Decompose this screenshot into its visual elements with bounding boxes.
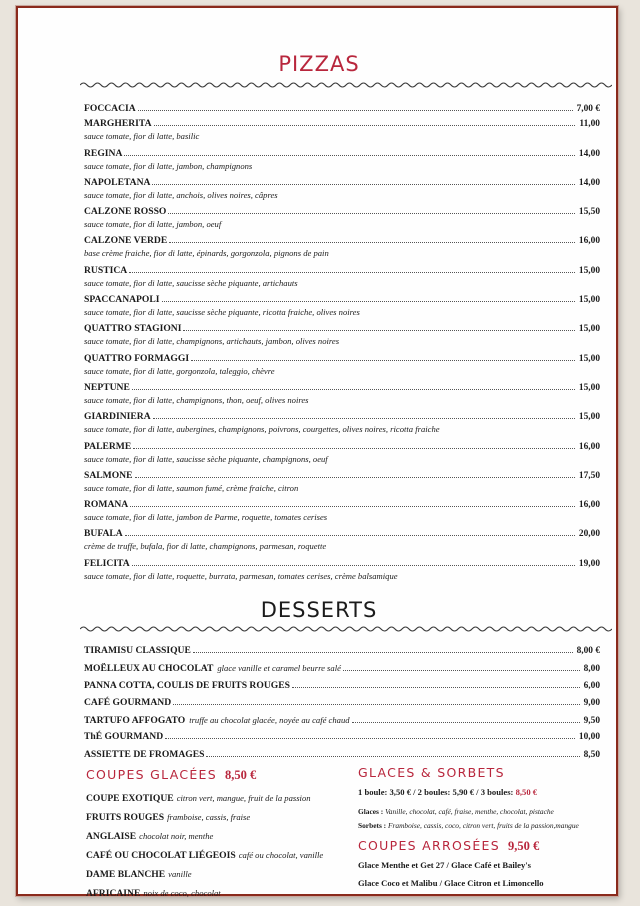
coupes-glacees-label: COUPES GLACÉES <box>86 767 217 782</box>
list-item <box>86 846 356 865</box>
leader-dots <box>153 418 575 419</box>
item-desc: glace vanille et caramel beurre salé <box>217 663 341 674</box>
item-desc: sauce tomate, fior di latte, saucisse sèche piquante, ricotta fraiche, olives noires <box>84 307 360 318</box>
pizza-list <box>84 103 600 587</box>
dessert-list <box>84 645 600 766</box>
item-desc: truffe au chocolat glacée, noyée au café chaud <box>189 715 350 726</box>
list-item <box>86 808 356 827</box>
item-name: ASSIETTE DE FROMAGES <box>84 748 205 760</box>
item-desc: noix de coco, chocolat <box>143 888 221 898</box>
item-name: ANGLAISE <box>86 831 137 842</box>
list-item <box>84 680 600 697</box>
item-desc: sauce tomate, fior di latte, basilic <box>84 131 200 142</box>
leader-dots <box>191 360 575 361</box>
item-price: 17,50 <box>578 470 600 481</box>
sorbets-flavours <box>358 821 579 830</box>
item-desc: chocolat noir, menthe <box>139 831 214 841</box>
item-desc: crème de truffe, bufala, fior di latte, champignons, parmesan, roquette <box>84 541 327 552</box>
item-name: PALERME <box>84 440 132 452</box>
item-desc: vanille <box>168 869 192 879</box>
item-price: 9,50 <box>583 716 600 727</box>
item-desc: sauce tomate, fior di latte, saumon fumé, crème fraiche, citron <box>84 482 299 493</box>
item-name: PANNA COTTA, COULIS DE FRUITS ROUGES <box>84 679 290 691</box>
list-item <box>84 294 600 323</box>
list-item <box>86 789 356 808</box>
wave-divider <box>80 624 612 634</box>
coupes-arrosees-price: 9,50 € <box>508 839 540 853</box>
item-price: 15,00 <box>578 265 600 276</box>
item-desc: sauce tomate, fior di latte, gorgonzola, taleggio, chèvre <box>84 365 275 376</box>
item-desc: sauce tomate, fior di latte, anchois, olives noires, câpres <box>84 189 278 200</box>
leader-dots <box>130 506 575 507</box>
arrosees-line: Glace Coco et Malibu / Glace Citron et Limoncello <box>358 878 544 888</box>
item-desc: citron vert, mangue, fruit de la passion <box>176 793 311 803</box>
item-name: COUPE EXOTIQUE <box>86 793 174 804</box>
menu-page <box>16 6 618 899</box>
item-price: 20,00 <box>578 529 600 540</box>
glaces-prices <box>358 787 537 797</box>
item-price: 15,50 <box>578 207 600 218</box>
item-price: 6,00 <box>583 680 600 691</box>
leader-dots <box>125 535 575 536</box>
item-price: 14,00 <box>578 177 600 188</box>
item-desc: sauce tomate, fior di latte, jambon, oeuf <box>84 219 222 230</box>
list-item <box>84 697 600 714</box>
list-item <box>84 118 600 147</box>
item-name: FELICITA <box>84 557 130 569</box>
list-item <box>86 827 356 846</box>
item-desc: sauce tomate, fior di latte, jambon de Parme, roquette, tomates cerises <box>84 512 328 523</box>
item-name: CAFÉ GOURMAND <box>84 696 172 708</box>
leader-dots <box>193 652 573 653</box>
list-item <box>84 265 600 294</box>
leader-dots <box>292 687 580 688</box>
item-name: TARTUFO AFFOGATO <box>84 715 186 727</box>
leader-dots <box>135 477 575 478</box>
leader-dots <box>343 670 580 671</box>
item-price: 19,00 <box>578 558 600 569</box>
leader-dots <box>132 389 575 390</box>
list-item <box>84 411 600 440</box>
item-desc: framboise, cassis, fraise <box>167 812 251 822</box>
item-desc: base crème fraiche, fior di latte, épinards, gorgonzola, pignons de pain <box>84 248 329 259</box>
arrosees-line: Glace Menthe et Get 27 / Glace Café et Bailey's <box>358 860 532 870</box>
glaces-flavours <box>358 807 554 816</box>
leader-dots <box>352 722 580 723</box>
list-item <box>84 749 600 766</box>
item-price: 8,00 <box>583 664 600 675</box>
glaces-price-3: 8,50 € <box>515 787 538 797</box>
leader-dots <box>173 704 579 705</box>
item-desc: sauce tomate, fior di latte, saucisse sèche piquante, artichauts <box>84 277 298 288</box>
item-name: MARGHERITA <box>84 118 152 130</box>
list-item <box>84 558 600 587</box>
list-item <box>84 645 600 662</box>
glaces-text: Vanille, chocolat, café, fraise, menthe, chocolat, pistache <box>385 807 554 816</box>
glaces-label: Glaces : <box>358 807 384 816</box>
item-price: 16,00 <box>578 500 600 511</box>
list-item <box>84 731 600 748</box>
leader-dots <box>168 213 575 214</box>
sorbets-label: Sorbets : <box>358 821 387 830</box>
leader-dots <box>154 125 576 126</box>
list-item <box>84 235 600 264</box>
item-name: FOCCACIA <box>84 103 136 114</box>
item-desc: sauce tomate, fior di latte, saucisse sèche piquante, champignons, oeuf <box>84 453 328 464</box>
item-name: SPACCANAPOLI <box>84 294 160 306</box>
list-item <box>84 148 600 177</box>
item-name: GIARDINIERA <box>84 411 151 423</box>
list-item <box>84 662 600 679</box>
leader-dots <box>133 448 575 449</box>
item-desc: sauce tomate, fior di latte, roquette, burrata, parmesan, tomates cerises, crème balsamique <box>84 570 398 581</box>
leader-dots <box>124 155 575 156</box>
list-item <box>84 353 600 382</box>
glaces-prices-text: 1 boule: 3,50 € / 2 boules: 5,90 € / 3 boules: <box>358 787 516 797</box>
pizzas-title: PIZZAS <box>278 52 360 76</box>
item-price: 9,00 <box>583 697 600 708</box>
item-price: 10,00 <box>578 732 600 743</box>
item-price: 15,00 <box>578 295 600 306</box>
item-price: 16,00 <box>578 441 600 452</box>
list-item <box>84 382 600 411</box>
item-name: TIRAMISU CLASSIQUE <box>84 645 191 656</box>
list-item <box>86 884 356 903</box>
item-price: 14,00 <box>578 148 600 159</box>
item-desc: sauce tomate, fior di latte, jambon, champignons <box>84 160 253 171</box>
leader-dots <box>132 565 575 566</box>
wave-divider <box>80 80 612 90</box>
item-desc: sauce tomate, fior di latte, aubergines, champignons, poivrons, courgettes, olives noires, ricotta fraiche <box>84 424 440 435</box>
coupes-list <box>86 789 356 903</box>
list-item <box>84 177 600 206</box>
list-item <box>84 441 600 470</box>
item-name: MOËLLEUX AU CHOCOLAT <box>84 663 214 675</box>
item-name: REGINA <box>84 147 123 159</box>
coupes-arrosees-title <box>358 838 539 854</box>
item-price: 15,00 <box>578 412 600 423</box>
item-name: RUSTICA <box>84 264 128 276</box>
item-price: 15,00 <box>578 382 600 393</box>
leader-dots <box>183 330 574 331</box>
list-item <box>86 865 356 884</box>
item-price: 15,00 <box>578 353 600 364</box>
item-name: QUATTRO STAGIONI <box>84 323 182 335</box>
item-desc: sauce tomate, fior di latte, champignons, artichauts, jambon, olives noires <box>84 336 340 347</box>
item-price: 8,00 € <box>576 646 600 656</box>
item-price: 11,00 <box>579 119 600 130</box>
list-item <box>84 714 600 731</box>
item-price: 8,50 <box>583 749 600 760</box>
item-name: DAME BLANCHE <box>86 869 166 880</box>
item-name: ROMANA <box>84 499 129 511</box>
item-desc: café ou chocolat, vanille <box>238 850 324 860</box>
leader-dots <box>169 242 575 243</box>
item-name: ThÉ GOURMAND <box>84 731 164 743</box>
desserts-title: DESSERTS <box>260 598 378 622</box>
list-item <box>84 323 600 352</box>
leader-dots <box>165 738 575 739</box>
leader-dots <box>138 110 573 111</box>
item-price: 15,00 <box>578 324 600 335</box>
item-name: CALZONE ROSSO <box>84 206 167 218</box>
item-price: 16,00 <box>578 236 600 247</box>
list-item <box>84 528 600 557</box>
item-desc: sauce tomate, fior di latte, champignons, thon, oeuf, olives noires <box>84 394 309 405</box>
coupes-arrosees-label: COUPES ARROSÉES <box>358 838 500 853</box>
item-price: 7,00 € <box>576 104 600 114</box>
item-name: QUATTRO FORMAGGI <box>84 352 190 364</box>
item-name: FRUITS ROUGES <box>86 812 165 823</box>
item-name: CALZONE VERDE <box>84 235 168 247</box>
item-name: BUFALA <box>84 528 123 540</box>
item-name: CAFÉ OU CHOCOLAT LIÉGEOIS <box>86 850 236 861</box>
coupes-glacees-price: 8,50 € <box>225 768 257 782</box>
item-name: NEPTUNE <box>84 381 130 393</box>
item-name: AFRICAINE <box>86 888 141 899</box>
list-item <box>84 499 600 528</box>
leader-dots <box>129 272 575 273</box>
leader-dots <box>162 301 575 302</box>
sorbets-text: Framboise, cassis, coco, citron vert, fruits de la passion,mangue <box>387 821 579 830</box>
item-name: NAPOLETANA <box>84 176 151 188</box>
leader-dots <box>152 184 574 185</box>
list-item <box>84 206 600 235</box>
list-item <box>84 470 600 499</box>
leader-dots <box>206 756 579 757</box>
glaces-sorbets-title: GLACES & SORBETS <box>358 765 505 780</box>
coupes-glacees-title <box>86 767 256 783</box>
item-name: SALMONE <box>84 469 133 481</box>
